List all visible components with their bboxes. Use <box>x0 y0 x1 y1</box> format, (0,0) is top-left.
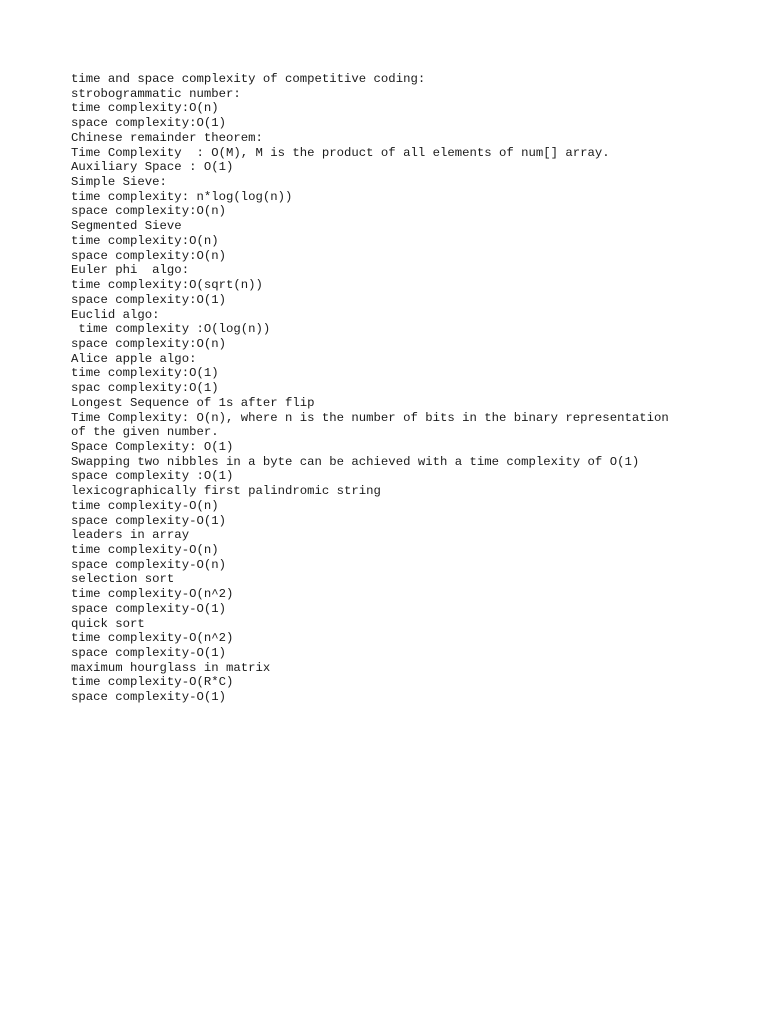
text-line: time complexity:O(sqrt(n)) <box>71 278 263 293</box>
text-line: maximum hourglass in matrix <box>71 660 271 675</box>
text-line: time complexity:O(n) <box>71 101 219 116</box>
text-line: time complexity:O(1) <box>71 366 219 381</box>
text-line: space complexity:O(1) <box>71 292 226 307</box>
text-line: Chinese remainder theorem: <box>71 130 263 145</box>
text-line: quick sort <box>71 616 145 631</box>
text-line: time complexity-O(n^2) <box>71 587 234 602</box>
text-line: Time Complexity : O(M), M is the product of all elements of num[] array. <box>71 145 610 160</box>
text-line: time complexity-O(R*C) <box>71 675 234 690</box>
text-line: time complexity-O(n^2) <box>71 631 234 646</box>
text-line: space complexity-O(n) <box>71 557 226 572</box>
text-line: time complexity:O(n) <box>71 233 219 248</box>
text-line: space complexity-O(1) <box>71 690 226 705</box>
text-line: Euler phi algo: <box>71 263 190 278</box>
document-title: time and space complexity of competitive coding: <box>71 72 426 86</box>
text-line: Longest Sequence of 1s after flip <box>71 395 315 410</box>
text-line: space complexity:O(1) <box>71 116 226 131</box>
text-line: lexicographically first palindromic string <box>71 484 381 499</box>
text-line: time complexity-O(n) <box>71 543 219 557</box>
text-line: Space Complexity: O(1) <box>71 439 234 454</box>
text-line: time complexity: n*log(log(n)) <box>71 189 293 204</box>
text-line: Time Complexity: O(n), where n is the number of bits in the binary representation <box>71 410 669 425</box>
text-line: Euclid algo: <box>71 307 160 322</box>
text-line: Simple Sieve: <box>71 175 167 190</box>
text-line: Alice apple algo: <box>71 351 197 366</box>
text-line: time complexity-O(n) <box>71 498 219 513</box>
text-line: space complexity-O(1) <box>71 513 226 528</box>
document-body <box>71 72 731 705</box>
text-line: space complexity :O(1) <box>71 469 234 484</box>
text-line: spac complexity:O(1) <box>71 381 219 396</box>
text-line: space complexity:O(n) <box>71 336 226 351</box>
text-line: Swapping two nibbles in a byte can be achieved with a time complexity of O(1) <box>71 454 640 469</box>
text-line: time complexity :O(log(n)) <box>71 322 271 337</box>
text-line: Auxiliary Space : O(1) <box>71 160 234 175</box>
text-line: space complexity-O(1) <box>71 601 226 616</box>
text-line: leaders in array <box>71 528 190 543</box>
text-line: space complexity:O(n) <box>71 204 226 219</box>
text-line: strobogrammatic number: <box>71 86 241 101</box>
text-line: selection sort <box>71 572 175 587</box>
text-line: of the given number. <box>71 425 219 440</box>
text-line: space complexity-O(1) <box>71 646 226 661</box>
text-line: space complexity:O(n) <box>71 248 226 263</box>
text-line: Segmented Sieve <box>71 219 182 234</box>
